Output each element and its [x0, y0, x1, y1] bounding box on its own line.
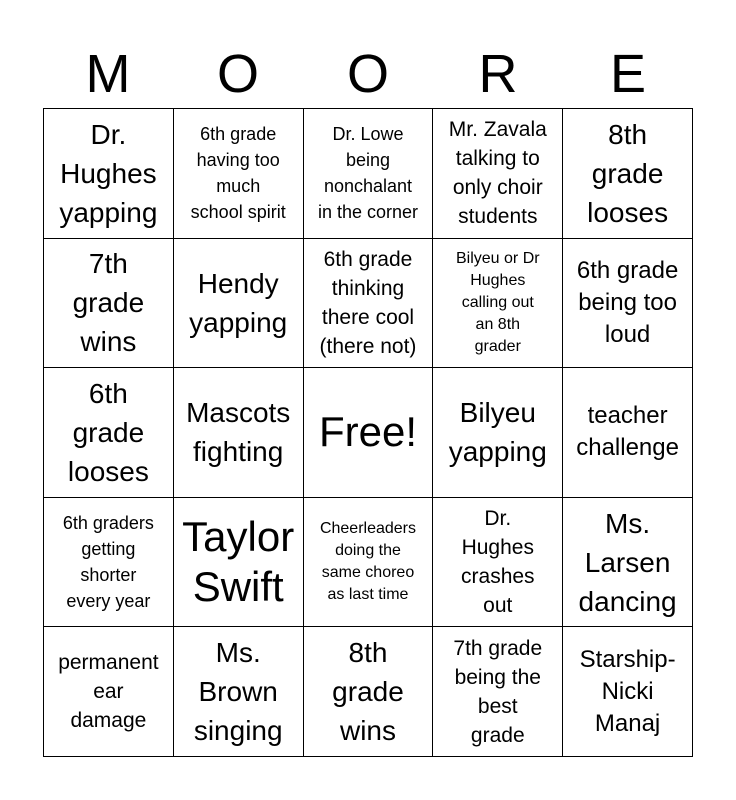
- cell-text: 6th grade looses: [67, 377, 149, 487]
- cell-text: 6th grade having too much school spirit: [190, 124, 286, 223]
- header-letter: M: [85, 44, 131, 104]
- cell-text: Dr. Lowe being nonchalant in the corner: [317, 124, 419, 223]
- cell-text: 8th grade looses: [587, 118, 669, 228]
- bingo-cell[interactable]: [563, 627, 693, 757]
- bingo-cell[interactable]: [563, 498, 693, 628]
- bingo-cell[interactable]: [174, 109, 304, 239]
- bingo-cell[interactable]: [433, 109, 563, 239]
- cell-text: Ms. Larsen dancing: [578, 507, 677, 617]
- bingo-header: [43, 40, 693, 108]
- cell-text: Cheerleaders doing the same choreo as last time: [319, 520, 417, 604]
- bingo-cell[interactable]: [433, 368, 563, 498]
- bingo-cell[interactable]: [44, 627, 174, 757]
- header-letter: O: [346, 44, 389, 104]
- bingo-cell[interactable]: [563, 239, 693, 369]
- free-space[interactable]: [304, 368, 434, 498]
- bingo-cell[interactable]: [304, 498, 434, 628]
- bingo-cell[interactable]: [433, 498, 563, 628]
- cell-text: 7th grade wins: [72, 248, 145, 358]
- header-letter: R: [478, 44, 518, 104]
- bingo-cell[interactable]: [44, 239, 174, 369]
- header-letter: O: [216, 44, 259, 104]
- cell-text: 6th grade thinking there cool (there not): [319, 247, 417, 358]
- cell-text: 8th grade wins: [332, 637, 404, 747]
- bingo-cell[interactable]: [563, 368, 693, 498]
- cell-text: permanent ear damage: [58, 651, 159, 733]
- bingo-cell[interactable]: [563, 109, 693, 239]
- bingo-cell[interactable]: [174, 498, 304, 628]
- cell-text: teacher challenge: [576, 402, 679, 462]
- bingo-cell[interactable]: [174, 368, 304, 498]
- bingo-cell[interactable]: [304, 627, 434, 757]
- bingo-cell[interactable]: [174, 627, 304, 757]
- bingo-cell[interactable]: [174, 239, 304, 369]
- cell-text: Dr. Hughes yapping: [59, 118, 158, 228]
- cell-text: Mascots fighting: [186, 397, 291, 468]
- bingo-cell[interactable]: [304, 239, 434, 369]
- bingo-cell[interactable]: [44, 498, 174, 628]
- bingo-board: [43, 108, 693, 757]
- bingo-cell[interactable]: [433, 239, 563, 369]
- cell-text: Taylor Swift: [182, 513, 295, 611]
- header-letter: E: [609, 44, 647, 104]
- cell-text: 7th grade being the best grade: [453, 636, 543, 747]
- cell-text: Dr. Hughes crashes out: [461, 507, 535, 618]
- cell-text: Mr. Zavala talking to only choir students: [448, 118, 547, 229]
- cell-text: 6th graders getting shorter every year: [62, 513, 154, 612]
- cell-text: 6th grade being too loud: [576, 256, 679, 348]
- cell-text: Bilyeu yapping: [448, 397, 547, 468]
- bingo-cell[interactable]: [304, 109, 434, 239]
- cell-text: Bilyeu or Dr Hughes calling out an 8th grader: [456, 249, 540, 355]
- cell-text: Starship- Nicki Manaj: [579, 645, 676, 737]
- cell-text: Free!: [318, 408, 417, 456]
- cell-text: Ms. Brown singing: [193, 637, 283, 747]
- bingo-cell[interactable]: [433, 627, 563, 757]
- bingo-cell[interactable]: [44, 368, 174, 498]
- cell-text: Hendy yapping: [189, 267, 288, 338]
- bingo-cell[interactable]: [44, 109, 174, 239]
